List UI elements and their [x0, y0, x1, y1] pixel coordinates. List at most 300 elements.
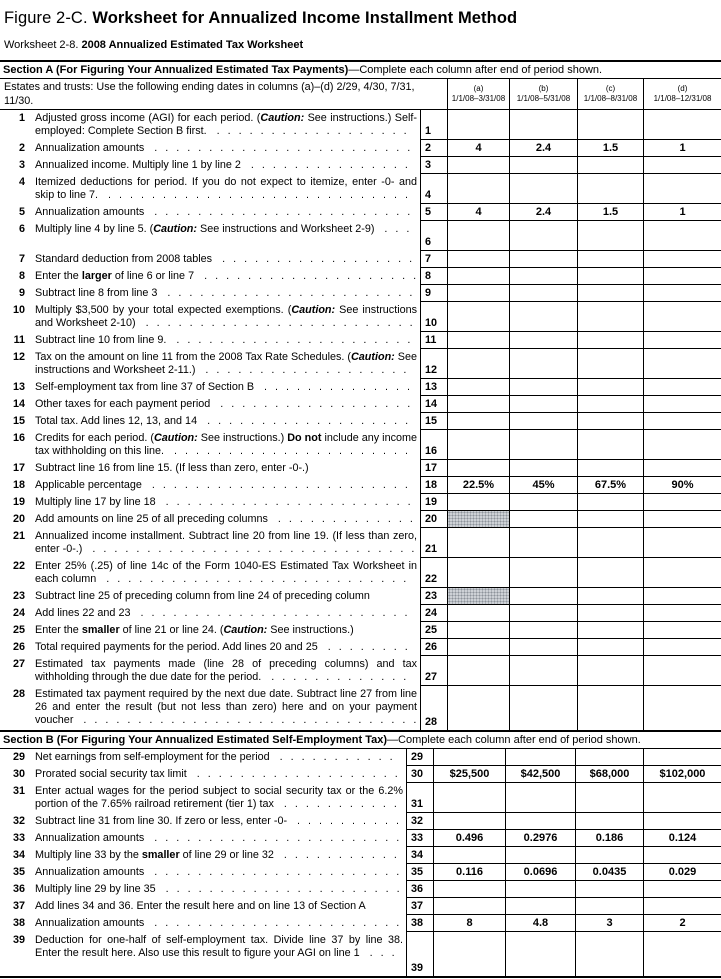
value-cell-b — [505, 813, 575, 830]
value-cell-b — [509, 656, 577, 686]
grid-line-number: 14 — [420, 396, 447, 413]
value-cell-a — [447, 528, 509, 558]
value-cell-a — [447, 332, 509, 349]
line-description — [0, 622, 420, 639]
value-cell-c — [577, 251, 643, 268]
value-cell-a — [447, 396, 509, 413]
value-cell-d — [643, 656, 721, 686]
column-header-d — [643, 79, 721, 109]
value-c: 1.5 — [577, 204, 643, 221]
line-number: 36 — [12, 883, 25, 895]
worksheet-row-4 — [0, 174, 721, 204]
line-number: 19 — [12, 496, 25, 508]
value-c: $68,000 — [575, 766, 643, 783]
value-cell-a — [447, 656, 509, 686]
worksheet-subtitle-text: 2008 Annualized Estimated Tax Worksheet — [81, 39, 304, 51]
line-number: 8 — [18, 270, 25, 282]
line-description — [0, 302, 420, 332]
dot-leader: . . . . . . . . . . . . . . . . . . . . . . . . . . . . . . . — [75, 714, 417, 727]
figure-title — [0, 0, 721, 28]
value-c: 0.186 — [575, 830, 643, 847]
line-number: 7 — [18, 253, 25, 265]
value-cell-d — [643, 332, 721, 349]
worksheet-row-27 — [0, 656, 721, 686]
value-cell-b — [509, 349, 577, 379]
dot-leader: . . . . . . . . . . . . . . . . . . — [214, 253, 413, 265]
line-number: 2 — [18, 142, 25, 154]
line-number: 38 — [12, 917, 25, 929]
value-cell-a — [433, 898, 505, 915]
line-label: Applicable percentage . . . . . . . . . . . . . . . . . . . . . . . . — [35, 479, 408, 491]
line-label: Net earnings from self-employment for the period . . . . . . . . . . . — [35, 751, 393, 763]
line-number: 31 — [12, 785, 25, 797]
line-label: Standard deduction from 2008 tables . . . . . . . . . . . . . . . . . . — [35, 253, 413, 265]
shaded-cell-a — [447, 511, 509, 528]
grid-line-number: 17 — [420, 460, 447, 477]
figure-title-text: Worksheet for Annualized Income Installment Method — [92, 9, 518, 27]
value-cell-b — [505, 783, 575, 813]
line-description — [0, 847, 406, 864]
worksheet-row-23 — [0, 588, 721, 605]
grid-line-number: 27 — [420, 656, 447, 686]
value-cell-b — [509, 251, 577, 268]
line-label: Multiply line 17 by line 18 . . . . . . . . . . . . . . . . . . . . . . . — [35, 496, 411, 508]
value-cell-a — [447, 686, 509, 730]
worksheet-row-24 — [0, 605, 721, 622]
line-label: Total required payments for the period. Add lines 20 and 25 . . . . . . . . — [35, 641, 408, 653]
grid-line-number: 33 — [406, 830, 433, 847]
dot-leader: . . . . . . . . — [319, 641, 408, 653]
dot-leader: . . . . . . . . . . . . . . . . . . . — [188, 768, 398, 780]
grid-line-number: 11 — [420, 332, 447, 349]
grid-line-number: 23 — [420, 588, 447, 605]
line-number: 21 — [12, 530, 25, 542]
value-cell-b — [509, 174, 577, 204]
dot-leader: . . . . . . . . . . . . . . . . . . . . . . . . . . . . — [100, 189, 409, 202]
grid-line-number: 36 — [406, 881, 433, 898]
value-cell-c — [577, 656, 643, 686]
value-cell-d — [643, 110, 721, 140]
value-cell-b — [505, 898, 575, 915]
value-cell-c — [577, 268, 643, 285]
line-label: Subtract line 16 from line 15. (If less than zero, enter -0-.) — [35, 462, 309, 474]
value-cell-d — [643, 430, 721, 460]
value-cell-a — [447, 268, 509, 285]
estates-note: Estates and trusts: Use the following ending dates in columns (a)–(d) 2/29, 4/30, 7/31, 11/30. — [4, 81, 415, 107]
value-cell-a — [447, 110, 509, 140]
grid-line-number: 25 — [420, 622, 447, 639]
worksheet-row-37 — [0, 898, 721, 915]
line-description — [0, 686, 420, 730]
line-description — [0, 588, 420, 605]
line-description — [0, 783, 406, 813]
value-cell-c — [577, 396, 643, 413]
value-d: 1 — [643, 204, 721, 221]
dot-leader: . . . . . . . . . . . . . . . . . . . . . . . — [159, 287, 413, 299]
value-cell-d — [643, 460, 721, 477]
value-cell-b — [509, 558, 577, 588]
line-label: Tax on the amount on line 11 from the 2008 Tax Rate Schedules. (Caution: See instructions and Worksheet 2-11.) . . . . . . . . . . . . . . . . . . . — [35, 351, 417, 377]
dot-leader: . . . . . . . . . . . — [275, 849, 397, 861]
worksheet-row-18 — [0, 477, 721, 494]
line-description — [0, 766, 406, 783]
worksheet-row-26 — [0, 639, 721, 656]
worksheet-row-2 — [0, 140, 721, 157]
line-description — [0, 749, 406, 766]
line-label: Multiply line 4 by line 5. (Caution: See instructions and Worksheet 2-9) . . . — [35, 223, 410, 235]
line-label: Annualized income installment. Subtract line 20 from line 19. (If less than zero, enter -0-.) . . . . . . . . . . . . . . . . . . . . . . . . . . . . . . — [35, 530, 417, 556]
value-cell-a — [447, 460, 509, 477]
value-cell-a — [447, 349, 509, 379]
value-cell-c — [575, 813, 643, 830]
value-b: 2.4 — [509, 204, 577, 221]
value-a: 22.5% — [447, 477, 509, 494]
worksheet-row-5 — [0, 204, 721, 221]
grid-line-number: 10 — [420, 302, 447, 332]
value-d: $102,000 — [643, 766, 721, 783]
value-d: 90% — [643, 477, 721, 494]
dot-leader: . . . . . . . . . . . . . . . . . . . . . . . . — [146, 206, 411, 218]
worksheet-label: Worksheet 2-8. — [4, 39, 82, 51]
dot-leader: . . . . . . . . . . — [289, 815, 400, 827]
line-label: Enter 25% (.25) of line 14c of the Form 1040-ES Estimated Tax Worksheet in each column . . . . . . . . . . . . . . . . . . . . . . . . . . . . — [35, 560, 417, 586]
value-c: 1.5 — [577, 140, 643, 157]
value-cell-c — [577, 110, 643, 140]
value-cell-c — [577, 413, 643, 430]
grid-line-number: 21 — [420, 528, 447, 558]
value-cell-a — [447, 494, 509, 511]
value-cell-d — [643, 251, 721, 268]
value-cell-c — [577, 588, 643, 605]
value-cell-b — [509, 379, 577, 396]
grid-line-number: 22 — [420, 558, 447, 588]
line-description — [0, 830, 406, 847]
value-cell-b — [509, 110, 577, 140]
line-description — [0, 898, 406, 915]
line-label: Annualization amounts . . . . . . . . . . . . . . . . . . . . . . . — [35, 917, 400, 929]
line-number: 17 — [12, 462, 25, 474]
line-label: Enter the smaller of line 21 or line 24. (Caution: See instructions.) — [35, 624, 354, 636]
line-number: 26 — [12, 641, 25, 653]
line-number: 14 — [12, 398, 25, 410]
value-cell-a — [447, 558, 509, 588]
value-cell-d — [643, 528, 721, 558]
value-cell-a — [447, 221, 509, 251]
line-description — [0, 511, 420, 528]
column-header-a — [447, 79, 509, 109]
value-cell-d — [643, 558, 721, 588]
line-label: Multiply line 29 by line 35 . . . . . . . . . . . . . . . . . . . . . . — [35, 883, 400, 895]
worksheet-row-22 — [0, 558, 721, 588]
line-label: Estimated tax payments made (line 28 of preceding columns) and tax withholding through the due date for the period. . . . . . . . . . . . . . — [35, 658, 417, 684]
value-cell-d — [643, 622, 721, 639]
value-cell-d — [643, 174, 721, 204]
value-cell-a — [433, 813, 505, 830]
value-cell-c — [577, 174, 643, 204]
line-number: 5 — [18, 206, 25, 218]
dot-leader: . . . . . . . . . . . . . . . . . . . — [199, 415, 409, 427]
dot-leader: . . . . . . . . . . . — [271, 751, 393, 763]
line-description — [0, 558, 420, 588]
value-a: 0.496 — [433, 830, 505, 847]
dot-leader: . . . — [361, 947, 395, 960]
line-label: Annualization amounts . . . . . . . . . . . . . . . . . . . . . . . — [35, 832, 400, 844]
value-cell-a — [447, 430, 509, 460]
value-cell-b — [509, 332, 577, 349]
value-cell-b — [509, 686, 577, 730]
line-label: Credits for each period. (Caution: See instructions.) Do not include any income tax withholding on this line. . . . . . . . . . . . . . . . . . . . . . . — [35, 432, 417, 458]
value-cell-d — [643, 881, 721, 898]
value-a: 0.116 — [433, 864, 505, 881]
value-cell-c — [575, 898, 643, 915]
grid-line-number: 15 — [420, 413, 447, 430]
value-cell-c — [575, 932, 643, 976]
value-cell-b — [509, 605, 577, 622]
value-cell-b — [509, 413, 577, 430]
line-description — [0, 864, 406, 881]
grid-line-number: 35 — [406, 864, 433, 881]
line-description — [0, 460, 420, 477]
value-cell-c — [575, 783, 643, 813]
line-label: Add lines 34 and 36. Enter the result here and on line 13 of Section A — [35, 900, 366, 912]
value-cell-d — [643, 847, 721, 864]
line-description — [0, 204, 420, 221]
value-cell-c — [577, 686, 643, 730]
worksheet-row-1 — [0, 110, 721, 140]
line-label: Add amounts on line 25 of all preceding columns . . . . . . . . . . . . . — [35, 513, 413, 525]
column-letter: (d) — [677, 84, 688, 93]
value-cell-c — [577, 221, 643, 251]
value-cell-c — [577, 639, 643, 656]
value-cell-b — [509, 494, 577, 511]
value-cell-d — [643, 268, 721, 285]
grid-line-number: 18 — [420, 477, 447, 494]
value-cell-c — [577, 622, 643, 639]
column-period: 1/1/08–8/31/08 — [583, 93, 638, 103]
line-number: 33 — [12, 832, 25, 844]
value-cell-b — [509, 221, 577, 251]
value-cell-d — [643, 379, 721, 396]
line-number: 25 — [12, 624, 25, 636]
dot-leader: . . . . . . . . . . . . . . . . . . . . . . . — [146, 832, 400, 844]
shaded-cell-a — [447, 588, 509, 605]
line-label: Add lines 22 and 23 . . . . . . . . . . . . . . . . . . . . . . . . . — [35, 607, 408, 619]
dot-leader: . . . . . . . . . . . . . . . . . . — [208, 125, 407, 138]
grid-line-number: 16 — [420, 430, 447, 460]
grid-line-number: 3 — [420, 157, 447, 174]
line-label: Total tax. Add lines 12, 13, and 14 . . . . . . . . . . . . . . . . . . . — [35, 415, 409, 427]
line-number: 22 — [12, 560, 25, 572]
value-cell-b — [509, 639, 577, 656]
value-cell-c — [577, 157, 643, 174]
value-cell-a — [433, 932, 505, 976]
line-number: 15 — [12, 415, 25, 427]
line-label: Deduction for one-half of self-employment tax. Divide line 37 by line 38. Enter the result here. Also use this result to figure your AGI on line 1 . . . — [35, 934, 403, 960]
value-cell-d — [643, 413, 721, 430]
line-description — [0, 813, 406, 830]
line-description — [0, 396, 420, 413]
line-number: 35 — [12, 866, 25, 878]
section-a-header-note: —Complete each column after end of period shown. — [348, 64, 603, 76]
worksheet-row-34 — [0, 847, 721, 864]
value-cell-b — [505, 749, 575, 766]
section-b-header-title: Section B (For Figuring Your Annualized Estimated Self-Employment Tax) — [3, 734, 388, 746]
line-number: 39 — [12, 934, 25, 946]
line-number: 16 — [12, 432, 25, 444]
value-cell-b — [509, 268, 577, 285]
column-period: 1/1/08–12/31/08 — [653, 93, 712, 103]
line-label: Estimated tax payment required by the next due date. Subtract line 27 from line 26 and enter the result (but not less than zero) here and on your payment voucher . . . . . . . . . . . . . . . . . . . . . . . . . . . . . . . — [35, 688, 417, 727]
section-b-grid — [0, 749, 721, 976]
line-number: 18 — [12, 479, 25, 491]
worksheet-subtitle — [0, 28, 721, 51]
value-cell-d — [643, 588, 721, 605]
value-d: 2 — [643, 915, 721, 932]
value-cell-a — [433, 881, 505, 898]
value-b: 4.8 — [505, 915, 575, 932]
line-description — [0, 285, 420, 302]
line-number: 1 — [18, 112, 25, 124]
line-label: Annualization amounts . . . . . . . . . . . . . . . . . . . . . . . — [35, 866, 400, 878]
grid-line-number: 28 — [420, 686, 447, 730]
period-column-headers — [447, 79, 721, 109]
dot-leader: . . . . . . . . . . . . . . . . . . . . . . — [166, 445, 409, 458]
line-description — [0, 605, 420, 622]
worksheet-table — [0, 60, 721, 978]
line-label: Other taxes for each payment period . . . . . . . . . . . . . . . . . . — [35, 398, 411, 410]
dot-leader: . . . . . . . . . . . . . . . . . . . . . . . — [146, 917, 400, 929]
line-description — [0, 251, 420, 268]
worksheet-row-25 — [0, 622, 721, 639]
line-label: Self-employment tax from line 37 of Section B . . . . . . . . . . . . . . — [35, 381, 411, 393]
value-cell-a — [447, 622, 509, 639]
worksheet-row-38 — [0, 915, 721, 932]
dot-leader: . . . . . . . . . . . . . . . . . . . . . . . . . . . . — [98, 573, 407, 586]
value-cell-d — [643, 605, 721, 622]
worksheet-row-7 — [0, 251, 721, 268]
line-description — [0, 268, 420, 285]
grid-line-number: 32 — [406, 813, 433, 830]
dot-leader: . . . . . . . . . . . — [275, 798, 397, 811]
value-cell-b — [509, 396, 577, 413]
grid-line-number: 31 — [406, 783, 433, 813]
worksheet-row-33 — [0, 830, 721, 847]
line-description — [0, 656, 420, 686]
line-number: 4 — [18, 176, 25, 188]
value-cell-d — [643, 494, 721, 511]
grid-line-number: 20 — [420, 511, 447, 528]
dot-leader: . . . . . . . . . . . . . . . . . . . — [197, 364, 407, 377]
value-cell-c — [577, 511, 643, 528]
line-description — [0, 881, 406, 898]
value-cell-a — [433, 749, 505, 766]
value-cell-a — [433, 847, 505, 864]
grid-line-number: 19 — [420, 494, 447, 511]
value-cell-d — [643, 302, 721, 332]
worksheet-row-32 — [0, 813, 721, 830]
section-b-header — [0, 730, 721, 749]
value-cell-b — [509, 285, 577, 302]
line-label: Annualized income. Multiply line 1 by line 2 . . . . . . . . . . . . . . . — [35, 159, 408, 171]
value-cell-d — [643, 157, 721, 174]
worksheet-row-19 — [0, 494, 721, 511]
value-cell-d — [643, 749, 721, 766]
value-cell-d — [643, 932, 721, 976]
dot-leader: . . . . . . . . . . . . . . . . . . — [212, 398, 411, 410]
line-description — [0, 932, 406, 976]
value-d: 0.124 — [643, 830, 721, 847]
line-description — [0, 430, 420, 460]
value-b: 0.2976 — [505, 830, 575, 847]
value-cell-c — [577, 494, 643, 511]
line-description — [0, 349, 420, 379]
worksheet-row-30 — [0, 766, 721, 783]
line-number: 6 — [18, 223, 25, 235]
worksheet-row-28 — [0, 686, 721, 730]
line-number: 37 — [12, 900, 25, 912]
column-header-c — [577, 79, 643, 109]
value-cell-b — [509, 157, 577, 174]
value-cell-b — [505, 847, 575, 864]
value-cell-a — [433, 783, 505, 813]
line-label: Subtract line 10 from line 9. . . . . . . . . . . . . . . . . . . . . . . — [35, 334, 411, 346]
line-label: Annualization amounts . . . . . . . . . . . . . . . . . . . . . . . . — [35, 142, 411, 154]
value-cell-b — [509, 528, 577, 558]
dot-leader: . . . . . . . . . . . . . . — [256, 381, 411, 393]
value-cell-c — [577, 332, 643, 349]
grid-line-number: 6 — [420, 221, 447, 251]
value-cell-b — [505, 932, 575, 976]
grid-line-number: 34 — [406, 847, 433, 864]
column-period: 1/1/08–3/31/08 — [451, 93, 506, 103]
value-cell-c — [577, 558, 643, 588]
worksheet-row-16 — [0, 430, 721, 460]
value-c: 3 — [575, 915, 643, 932]
value-cell-a — [447, 302, 509, 332]
line-label: Enter the larger of line 6 or line 7 . . . . . . . . . . . . . . . . . . . . — [35, 270, 417, 282]
line-description — [0, 528, 420, 558]
value-cell-a — [447, 174, 509, 204]
grid-line-number: 13 — [420, 379, 447, 396]
dot-leader: . . . . . . . . . . . . . — [269, 513, 413, 525]
worksheet-row-17 — [0, 460, 721, 477]
value-cell-a — [447, 285, 509, 302]
line-label: Annualization amounts . . . . . . . . . . . . . . . . . . . . . . . . — [35, 206, 411, 218]
worksheet-row-20 — [0, 511, 721, 528]
line-description — [0, 477, 420, 494]
line-label: Itemized deductions for period. If you do not expect to itemize, enter -0- and skip to line 7. . . . . . . . . . . . . . . . . . . . . . . . . . . . . — [35, 176, 417, 202]
dot-leader: . . . . . . . . . . . . . . . — [242, 159, 408, 171]
line-label: Enter actual wages for the period subject to social security tax or the 6.2% portion of the 7.65% railroad retirement (tier 1) tax . . . . . . . . . . . — [35, 785, 403, 811]
value-cell-b — [509, 302, 577, 332]
dot-leader: . . . . . . . . . . . . . . . . . . . . . . — [157, 883, 400, 895]
worksheet-row-39 — [0, 932, 721, 976]
dot-leader: . . . . . . . . . . . . . . . . . . . . . . . . — [143, 479, 408, 491]
value-a: $25,500 — [433, 766, 505, 783]
value-cell-d — [643, 813, 721, 830]
value-cell-c — [575, 881, 643, 898]
line-number: 32 — [12, 815, 25, 827]
worksheet-row-29 — [0, 749, 721, 766]
dot-leader: . . . . . . . . . . . . . . . . . . . . . . . — [157, 496, 411, 508]
line-description — [0, 140, 420, 157]
column-header-b — [509, 79, 577, 109]
worksheet-row-12 — [0, 349, 721, 379]
line-label: Subtract line 8 from line 3 . . . . . . . . . . . . . . . . . . . . . . . — [35, 287, 413, 299]
grid-line-number: 4 — [420, 174, 447, 204]
dot-leader: . . . . . . . . . . . . . . . . . . . . — [196, 270, 417, 282]
line-number: 10 — [12, 304, 25, 316]
